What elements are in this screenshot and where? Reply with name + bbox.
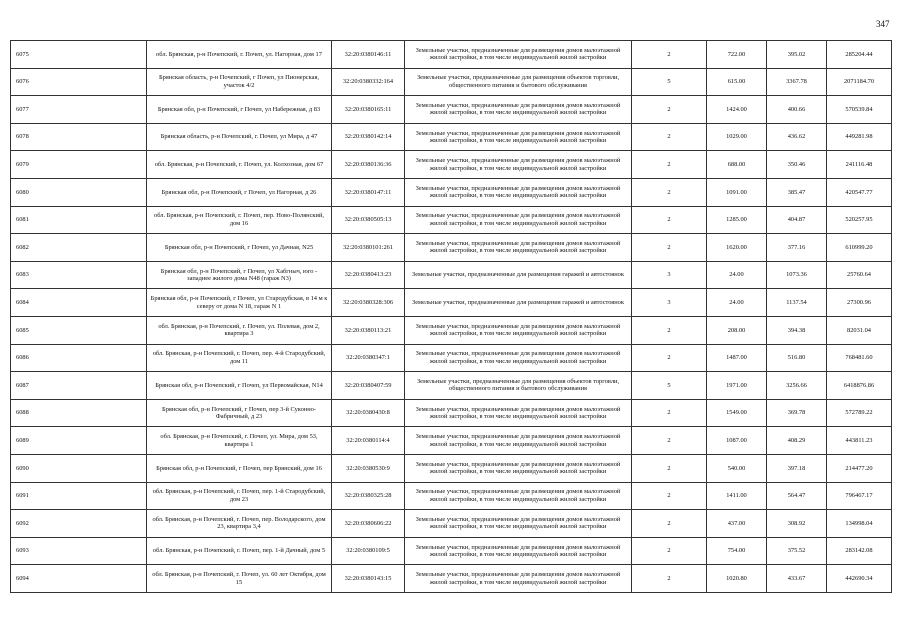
cadastral-number-cell: 32:20:0380430:8 (332, 399, 405, 427)
specific-value-cell: 564.47 (767, 482, 827, 510)
specific-value-cell: 1137.54 (767, 289, 827, 317)
group-code-cell: 2 (632, 510, 707, 538)
land-category-cell: Земельные участки, предназначенные для размещения объектов торговли, общественного питания и бытового обслуживания (405, 68, 632, 96)
table-row (11, 427, 892, 455)
land-category-cell: Земельные участки, предназначенные для размещения домов малоэтажной жилой застройки, в том числе индивидуальной жилой застройки (405, 565, 632, 593)
table-row (11, 151, 892, 179)
specific-value-cell: 369.78 (767, 399, 827, 427)
land-category-cell: Земельные участки, предназначенные для размещения домов малоэтажной жилой застройки, в том числе индивидуальной жилой застройки (405, 206, 632, 234)
land-category-cell: Земельные участки, предназначенные для размещения домов малоэтажной жилой застройки, в том числе индивидуальной жилой застройки (405, 399, 632, 427)
table-row (11, 41, 892, 69)
area-cell: 1087.00 (707, 427, 767, 455)
table-row (11, 537, 892, 565)
cadastral-number-cell: 32:20:0380530:9 (332, 454, 405, 482)
area-cell: 1971.00 (707, 372, 767, 400)
address-cell: Брянская обл, р-н Почепский, г Почеп, пер 3-й Суконно-Фабричный, д 23 (147, 399, 332, 427)
address-cell: обл. Брянская, р-н Почепский, г. Почеп, пер. Ново-Полянский, дом 16 (147, 206, 332, 234)
page-number: 347 (876, 19, 890, 29)
specific-value-cell: 385.47 (767, 178, 827, 206)
table-row (11, 372, 892, 400)
specific-value-cell: 3256.66 (767, 372, 827, 400)
table-row (11, 316, 892, 344)
group-code-cell: 2 (632, 427, 707, 455)
row-number-cell: 6090 (11, 454, 147, 482)
land-category-cell: Земельные участки, предназначенные для размещения домов малоэтажной жилой застройки, в том числе индивидуальной жилой застройки (405, 123, 632, 151)
cadastral-value-cell: 570539.84 (827, 96, 892, 124)
row-number-cell: 6083 (11, 261, 147, 289)
group-code-cell: 2 (632, 482, 707, 510)
specific-value-cell: 377.16 (767, 234, 827, 262)
area-cell: 1285.00 (707, 206, 767, 234)
area-cell: 615.00 (707, 68, 767, 96)
specific-value-cell: 397.18 (767, 454, 827, 482)
cadastral-value-cell: 768481.60 (827, 344, 892, 372)
specific-value-cell: 1073.36 (767, 261, 827, 289)
cadastral-number-cell: 32:20:0380114:4 (332, 427, 405, 455)
group-code-cell: 2 (632, 565, 707, 593)
land-category-cell: Земельные участки, предназначенные для размещения домов малоэтажной жилой застройки, в том числе индивидуальной жилой застройки (405, 316, 632, 344)
table-row (11, 399, 892, 427)
cadastral-number-cell: 32:20:0380136:36 (332, 151, 405, 179)
area-cell: 1487.00 (707, 344, 767, 372)
cadastral-number-cell: 32:20:0380143:15 (332, 565, 405, 593)
specific-value-cell: 516.80 (767, 344, 827, 372)
land-category-cell: Земельные участки, предназначенные для размещения домов малоэтажной жилой застройки, в том числе индивидуальной жилой застройки (405, 41, 632, 69)
address-cell: Брянская область, р-н Почепский, г Почеп, ул Пионерская, участок 4/2 (147, 68, 332, 96)
land-category-cell: Земельные участки, предназначенные для размещения гаражей и автостоянок (405, 261, 632, 289)
row-number-cell: 6079 (11, 151, 147, 179)
table-row (11, 482, 892, 510)
table-row (11, 344, 892, 372)
table-row (11, 289, 892, 317)
cadastral-number-cell: 32:20:0380146:11 (332, 41, 405, 69)
area-cell: 754.00 (707, 537, 767, 565)
address-cell: обл. Брянская, р-н Почепский, г. Почеп, ул. 60 лет Октября, дом 15 (147, 565, 332, 593)
table-row (11, 123, 892, 151)
land-category-cell: Земельные участки, предназначенные для размещения домов малоэтажной жилой застройки, в том числе индивидуальной жилой застройки (405, 537, 632, 565)
group-code-cell: 2 (632, 454, 707, 482)
group-code-cell: 2 (632, 344, 707, 372)
land-category-cell: Земельные участки, предназначенные для размещения домов малоэтажной жилой застройки, в том числе индивидуальной жилой застройки (405, 454, 632, 482)
address-cell: Брянская обл, р-н Почепский, г Почеп, ул Нагорная, д 26 (147, 178, 332, 206)
cadastral-value-cell: 285204.44 (827, 41, 892, 69)
cadastral-number-cell: 32:20:0380109:5 (332, 537, 405, 565)
cadastral-value-cell: 82031.04 (827, 316, 892, 344)
land-category-cell: Земельные участки, предназначенные для размещения домов малоэтажной жилой застройки, в том числе индивидуальной жилой застройки (405, 178, 632, 206)
group-code-cell: 5 (632, 68, 707, 96)
cadastral-registry-table (10, 40, 892, 593)
cadastral-number-cell: 32:20:0380332:164 (332, 68, 405, 96)
area-cell: 1549.00 (707, 399, 767, 427)
specific-value-cell: 408.29 (767, 427, 827, 455)
row-number-cell: 6085 (11, 316, 147, 344)
area-cell: 1091.00 (707, 178, 767, 206)
row-number-cell: 6094 (11, 565, 147, 593)
land-category-cell: Земельные участки, предназначенные для размещения гаражей и автостоянок (405, 289, 632, 317)
cadastral-value-cell: 134998.04 (827, 510, 892, 538)
cadastral-value-cell: 420547.77 (827, 178, 892, 206)
cadastral-number-cell: 32:20:0380101:261 (332, 234, 405, 262)
address-cell: обл. Брянская, р-н Почепский, г. Почеп, пер. 1-й Стародубский, дом 23 (147, 482, 332, 510)
table-row (11, 206, 892, 234)
table-row (11, 454, 892, 482)
area-cell: 24.00 (707, 289, 767, 317)
address-cell: обл. Брянская, р-н Почепский, г. Почеп, пер. Володарского, дом 23, квартира 3,4 (147, 510, 332, 538)
cadastral-value-cell: 449281.98 (827, 123, 892, 151)
group-code-cell: 2 (632, 96, 707, 124)
address-cell: Брянская обл, р-н Почепский, г Почеп, ул Стародубская, в 14 м к северу от дома N 18, гараж N 1 (147, 289, 332, 317)
row-number-cell: 6075 (11, 41, 147, 69)
land-category-cell: Земельные участки, предназначенные для размещения домов малоэтажной жилой застройки, в том числе индивидуальной жилой застройки (405, 482, 632, 510)
address-cell: обл. Брянская, р-н Почепский, г. Почеп, ул. Мира, дом 53, квартира 1 (147, 427, 332, 455)
group-code-cell: 2 (632, 316, 707, 344)
land-category-cell: Земельные участки, предназначенные для размещения объектов торговли, общественного питания и бытового обслуживания (405, 372, 632, 400)
group-code-cell: 2 (632, 206, 707, 234)
group-code-cell: 2 (632, 178, 707, 206)
land-category-cell: Земельные участки, предназначенные для размещения домов малоэтажной жилой застройки, в том числе индивидуальной жилой застройки (405, 151, 632, 179)
group-code-cell: 5 (632, 372, 707, 400)
cadastral-number-cell: 32:20:0380147:11 (332, 178, 405, 206)
row-number-cell: 6091 (11, 482, 147, 510)
area-cell: 1411.00 (707, 482, 767, 510)
land-category-cell: Земельные участки, предназначенные для размещения домов малоэтажной жилой застройки, в том числе индивидуальной жилой застройки (405, 344, 632, 372)
cadastral-value-cell: 610999.20 (827, 234, 892, 262)
cadastral-number-cell: 32:20:0380113:21 (332, 316, 405, 344)
area-cell: 24.00 (707, 261, 767, 289)
group-code-cell: 3 (632, 289, 707, 317)
address-cell: Брянская обл, р-н Почепский, г Почеп, ул Первомайская, N14 (147, 372, 332, 400)
cadastral-number-cell: 32:20:0380325:28 (332, 482, 405, 510)
specific-value-cell: 395.02 (767, 41, 827, 69)
row-number-cell: 6086 (11, 344, 147, 372)
row-number-cell: 6089 (11, 427, 147, 455)
address-cell: обл. Брянская, р-н Почепский, г. Почеп, ул. Нагорная, дом 17 (147, 41, 332, 69)
cadastral-number-cell: 32:20:0380142:14 (332, 123, 405, 151)
table-row (11, 178, 892, 206)
row-number-cell: 6082 (11, 234, 147, 262)
cadastral-value-cell: 25760.64 (827, 261, 892, 289)
address-cell: обл. Брянская, р-н Почепский, г. Почеп, пер. 1-й Дачный, дом 5 (147, 537, 332, 565)
area-cell: 722.00 (707, 41, 767, 69)
row-number-cell: 6088 (11, 399, 147, 427)
group-code-cell: 2 (632, 151, 707, 179)
area-cell: 208.00 (707, 316, 767, 344)
specific-value-cell: 3367.78 (767, 68, 827, 96)
group-code-cell: 2 (632, 234, 707, 262)
group-code-cell: 2 (632, 399, 707, 427)
cadastral-value-cell: 6418876.86 (827, 372, 892, 400)
cadastral-value-cell: 214477.20 (827, 454, 892, 482)
address-cell: Брянская обл, р-н Почепский, г Почеп, ул Набережная, д 83 (147, 96, 332, 124)
cadastral-value-cell: 283142.08 (827, 537, 892, 565)
area-cell: 1020.80 (707, 565, 767, 593)
area-cell: 1424.00 (707, 96, 767, 124)
group-code-cell: 2 (632, 537, 707, 565)
specific-value-cell: 404.87 (767, 206, 827, 234)
row-number-cell: 6087 (11, 372, 147, 400)
address-cell: Брянская обл, р-н Почепский, г Почеп, пер Брянский, дом 16 (147, 454, 332, 482)
specific-value-cell: 375.52 (767, 537, 827, 565)
specific-value-cell: 400.66 (767, 96, 827, 124)
table-row (11, 68, 892, 96)
specific-value-cell: 308.92 (767, 510, 827, 538)
address-cell: Брянская обл, р-н Почепский, г Почеп, ул Хабгныч, юго - западнее жилого дома N48 (гараж N3) (147, 261, 332, 289)
table-row (11, 510, 892, 538)
address-cell: обл. Брянская, р-н Почепский, г. Почеп, пер. 4-й Стародубский, дом 11 (147, 344, 332, 372)
row-number-cell: 6076 (11, 68, 147, 96)
cadastral-value-cell: 520257.95 (827, 206, 892, 234)
land-category-cell: Земельные участки, предназначенные для размещения домов малоэтажной жилой застройки, в том числе индивидуальной жилой застройки (405, 427, 632, 455)
land-category-cell: Земельные участки, предназначенные для размещения домов малоэтажной жилой застройки, в том числе индивидуальной жилой застройки (405, 96, 632, 124)
cadastral-value-cell: 2071184.70 (827, 68, 892, 96)
specific-value-cell: 350.46 (767, 151, 827, 179)
row-number-cell: 6093 (11, 537, 147, 565)
cadastral-number-cell: 32:20:0380328:306 (332, 289, 405, 317)
table-row (11, 96, 892, 124)
specific-value-cell: 433.67 (767, 565, 827, 593)
area-cell: 1029.00 (707, 123, 767, 151)
table-row (11, 565, 892, 593)
row-number-cell: 6077 (11, 96, 147, 124)
address-cell: Брянская область, р-н Почепский, г. Почеп, ул Мира, д 47 (147, 123, 332, 151)
cadastral-number-cell: 32:20:0380165:11 (332, 96, 405, 124)
cadastral-number-cell: 32:20:0380606:22 (332, 510, 405, 538)
area-cell: 688.00 (707, 151, 767, 179)
area-cell: 540.00 (707, 454, 767, 482)
address-cell: обл. Брянская, р-н Почепский, г. Почеп, ул. Полевая, дом 2, квартира 3 (147, 316, 332, 344)
row-number-cell: 6084 (11, 289, 147, 317)
area-cell: 437.00 (707, 510, 767, 538)
group-code-cell: 3 (632, 261, 707, 289)
table-row (11, 234, 892, 262)
group-code-cell: 2 (632, 123, 707, 151)
row-number-cell: 6080 (11, 178, 147, 206)
address-cell: Брянская обл, р-н Почепский, г Почеп, ул Дачная, N25 (147, 234, 332, 262)
land-category-cell: Земельные участки, предназначенные для размещения домов малоэтажной жилой застройки, в том числе индивидуальной жилой застройки (405, 234, 632, 262)
cadastral-value-cell: 442690.34 (827, 565, 892, 593)
row-number-cell: 6081 (11, 206, 147, 234)
specific-value-cell: 436.62 (767, 123, 827, 151)
cadastral-number-cell: 32:20:0380413:23 (332, 261, 405, 289)
cadastral-number-cell: 32:20:0380347:1 (332, 344, 405, 372)
row-number-cell: 6078 (11, 123, 147, 151)
cadastral-value-cell: 443811.23 (827, 427, 892, 455)
cadastral-number-cell: 32:20:0380505:13 (332, 206, 405, 234)
group-code-cell: 2 (632, 41, 707, 69)
cadastral-value-cell: 241116.48 (827, 151, 892, 179)
cadastral-value-cell: 27300.96 (827, 289, 892, 317)
table-body (11, 41, 892, 593)
land-category-cell: Земельные участки, предназначенные для размещения домов малоэтажной жилой застройки, в том числе индивидуальной жилой застройки (405, 510, 632, 538)
cadastral-value-cell: 796467.17 (827, 482, 892, 510)
row-number-cell: 6092 (11, 510, 147, 538)
table-row (11, 261, 892, 289)
area-cell: 1620.00 (707, 234, 767, 262)
specific-value-cell: 394.38 (767, 316, 827, 344)
address-cell: обл. Брянская, р-н Почепский, г. Почеп, ул. Колхозная, дом 67 (147, 151, 332, 179)
cadastral-value-cell: 572789.22 (827, 399, 892, 427)
cadastral-number-cell: 32:20:0380407:59 (332, 372, 405, 400)
